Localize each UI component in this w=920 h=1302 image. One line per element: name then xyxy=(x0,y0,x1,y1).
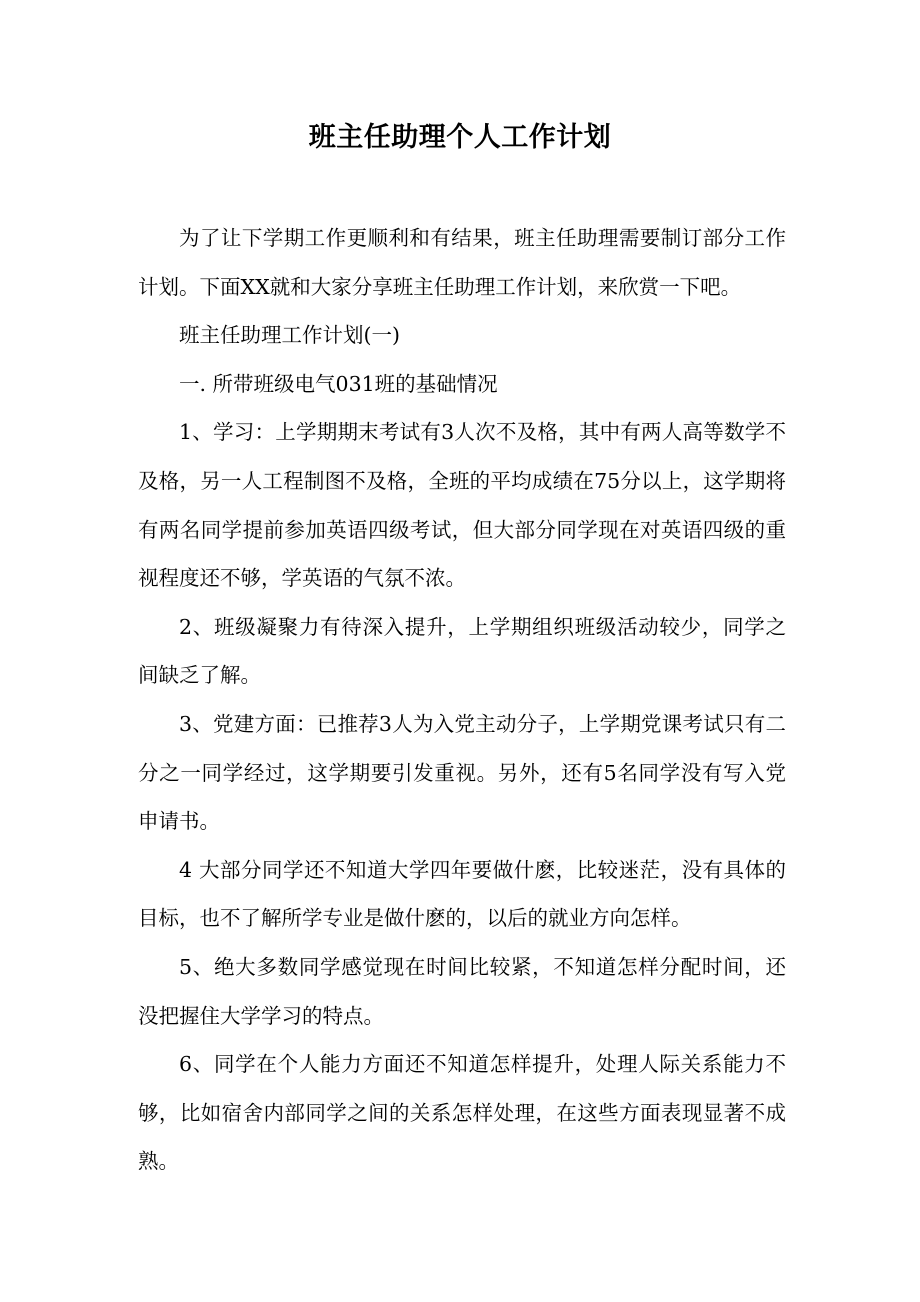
paragraph-item-4: 4 大部分同学还不知道大学四年要做什麽，比较迷茫，没有具体的目标，也不了解所学专业是做什麽的，以后的就业方向怎样。 xyxy=(138,857,786,931)
paragraph-intro: 为了让下学期工作更顺利和有结果，班主任助理需要制订部分工作计划。下面XX就和大家分享班主任助理工作计划，来欣赏一下吧。 xyxy=(138,226,786,299)
paragraph-section-heading: 一. 所带班级电气031班的基础情况 xyxy=(179,371,498,396)
document-title: 班主任助理个人工作计划 xyxy=(308,122,612,153)
paragraph-plan-heading: 班主任助理工作计划(一) xyxy=(179,323,400,348)
paragraph-item-3: 3、党建方面：已推荐3人为入党主动分子，上学期党课考试只有二分之一同学经过，这学期要引发重视。另外，还有5名同学没有写入党申请书。 xyxy=(138,711,786,834)
paragraph-item-6: 6、同学在个人能力方面还不知道怎样提升，处理人际关系能力不够，比如宿舍内部同学之间的关系怎样处理，在这些方面表现显著不成熟。 xyxy=(138,1052,786,1174)
paragraph-item-1: 1、学习：上学期期末考试有3人次不及格，其中有两人高等数学不及格，另一人工程制图不及格，全班的平均成绩在75分以上，这学期将有两名同学提前参加英语四级考试，但大部分同学现在对英语四级的重视程度还不够，学英语的气氛不浓。 xyxy=(138,420,786,591)
paragraph-item-2: 2、班级凝聚力有待深入提升，上学期组织班级活动较少，同学之间缺乏了解。 xyxy=(138,614,786,688)
paragraph-item-5: 5、绝大多数同学感觉现在时间比较紧，不知道怎样分配时间，还没把握住大学学习的特点。 xyxy=(138,954,786,1028)
document-body xyxy=(138,214,786,1186)
